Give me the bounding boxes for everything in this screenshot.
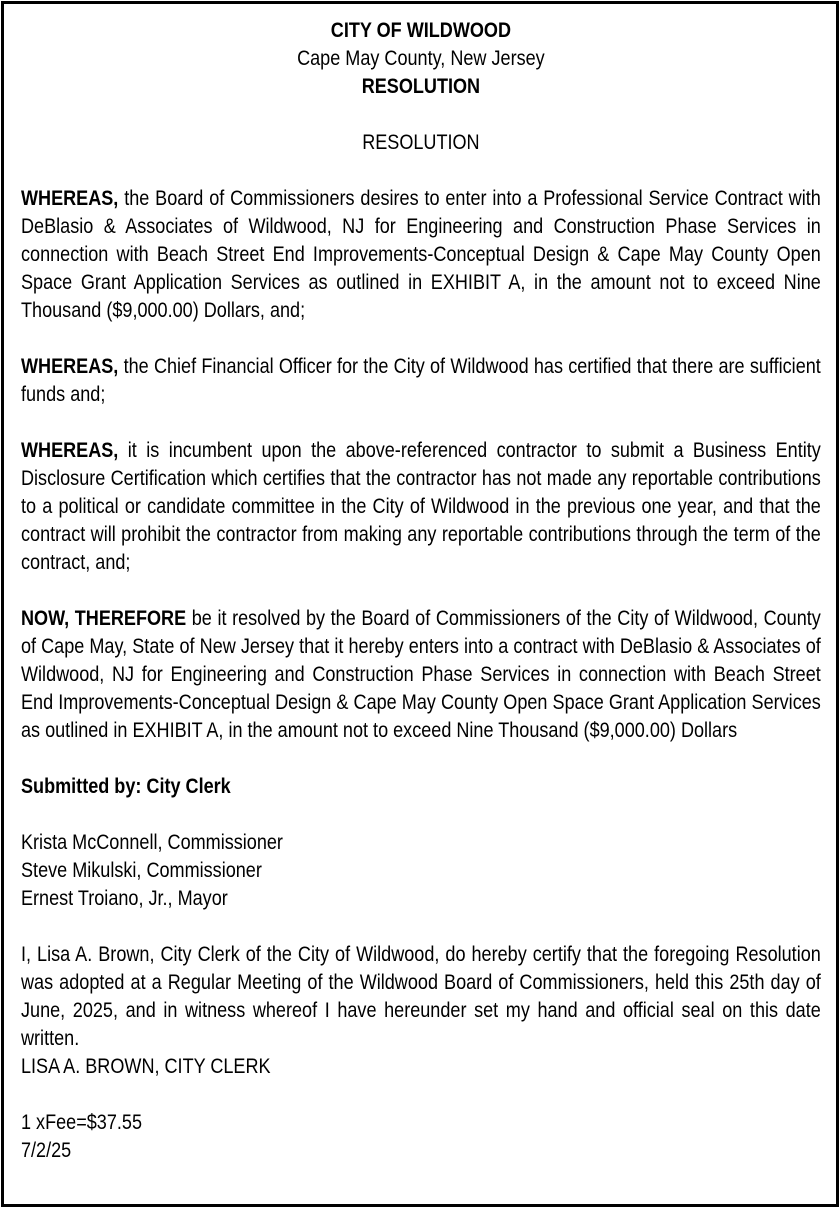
spacer	[21, 1081, 821, 1109]
resolved-paragraph	[21, 605, 821, 745]
whereas-paragraph-1	[21, 185, 821, 325]
whereas-paragraph-2	[21, 353, 821, 409]
signatory: Krista McConnell, Commissioner	[21, 831, 283, 854]
signatory: Ernest Troiano, Jr., Mayor	[21, 887, 228, 910]
spacer	[21, 325, 821, 353]
clerk-certification: I, Lisa A. Brown, City Clerk of the City of Wildwood, do hereby certify that the foregoing Resolution was adopted at a Regular Meeting of the Wildwood Board of Commissioners, held this 25th day of June, 2025, and in witness whereof I have hereunder set my hand and official seal on this date written.	[21, 943, 821, 1050]
city-title: CITY OF WILDWOOD	[330, 19, 512, 42]
fee-line: 1 xFee=$37.55	[21, 1111, 143, 1134]
paragraph-text: the Board of Commissioners desires to enter into a Professional Service Contract with DeBlasio & Associates of Wildwood, NJ for Engineering and Construction Phase Services in connection with Beach Street End Improvements-Conceptual Design & Cape May County Open Space Grant Application Services as outlined in EXHIBIT A, in the amount not to exceed Nine Thousand ($9,000.00) Dollars, and;	[21, 187, 821, 322]
paragraph-text: the Chief Financial Officer for the City of Wildwood has certified that there are sufficient funds and;	[21, 355, 821, 406]
spacer	[21, 913, 821, 941]
paragraph-text: it is incumbent upon the above-referenced contractor to submit a Business Entity Disclosure Certification which certifies that the contractor has not made any reportable contributions to a political or candidate committee in the City of Wildwood in the previous one year, and that the contract will prohibit the contractor from making any reportable contributions through the term of the contract, and;	[21, 439, 821, 574]
legal-notice-box	[1, 1, 839, 1207]
clerk-signature: LISA A. BROWN, CITY CLERK	[21, 1055, 271, 1078]
spacer	[21, 101, 821, 129]
paragraph-lead: WHEREAS,	[21, 355, 119, 378]
date-line: 7/2/25	[21, 1139, 72, 1162]
submitted-by: Submitted by: City Clerk	[21, 775, 231, 798]
paragraph-lead: WHEREAS,	[21, 187, 119, 210]
whereas-paragraph-3	[21, 437, 821, 577]
paragraph-lead: NOW, THEREFORE	[21, 607, 187, 630]
spacer	[21, 745, 821, 773]
spacer	[21, 801, 821, 829]
spacer	[21, 157, 821, 185]
spacer	[21, 577, 821, 605]
paragraph-lead: WHEREAS,	[21, 439, 119, 462]
county-line: Cape May County, New Jersey	[297, 47, 545, 70]
signatory: Steve Mikulski, Commissioner	[21, 859, 262, 882]
spacer	[21, 409, 821, 437]
document-type: RESOLUTION	[361, 75, 481, 98]
resolution-subtitle: RESOLUTION	[362, 131, 480, 154]
notice-content	[21, 17, 821, 1165]
paragraph-text: be it resolved by the Board of Commissioners of the City of Wildwood, County of Cape May, State of New Jersey that it hereby enters into a contract with DeBlasio & Associates of Wildwood, NJ for Engineering and Construction Phase Services in connection with Beach Street End Improvements-Conceptual Design & Cape May County Open Space Grant Application Services as outlined in EXHIBIT A, in the amount not to exceed Nine Thousand ($9,000.00) Dollars	[21, 607, 821, 742]
